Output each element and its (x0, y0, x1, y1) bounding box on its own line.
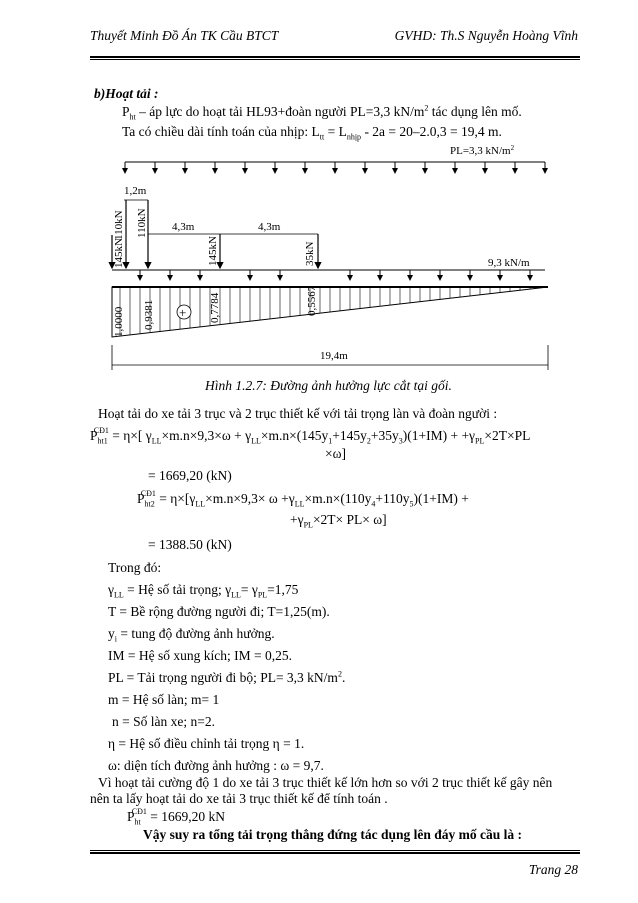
where-label: Trong đó: (108, 560, 162, 575)
equation-1-line2: ×ω] (325, 446, 346, 461)
equation-1: $P_{ht1}^{CĐ1} = \eta\times$[ $\gamma_{LL}\times m.n\times 9,3\times\omega + \gamma_{LL}\times m.n\times(145y_1+145y_2+35y_3)(1+IM) + +\gamma_{PL}\times 2T\times PL$ (90, 425, 531, 446)
result-2: = 1388.50 (kN) (148, 537, 232, 552)
result-1: = 1669,20 (kN) (148, 468, 232, 483)
axle-label-110-2: 110kN (136, 208, 148, 238)
def-im: IM = Hệ số xung kích; IM = 0,25. (108, 648, 292, 663)
ordinate-2: 0,9381 (143, 299, 155, 330)
lane-load-label: 9,3 kN/m (488, 257, 530, 269)
axle-label-110-1: 110kN (113, 210, 125, 240)
page-number: Trang 28 (528, 862, 578, 877)
pl-load-arrows (125, 162, 545, 173)
dim-4-3m-2-label: 4,3m (258, 221, 281, 233)
equation-2-line2: $+\gamma_{PL}\times 2T\times PL\times \omega$] (290, 512, 387, 530)
def-gamma: $\gamma_{LL}$ = Hệ số tải trọng; $\gamma_{LL}= \gamma_{PL}=1,75$ (108, 582, 299, 600)
ordinate-4: 0,5567 (306, 285, 318, 316)
conclusion-line-2: nên ta lấy hoạt tải do xe tải 3 trục thiết kế để tính toán . (90, 791, 388, 806)
final-value: $P_{ht}^{CĐ1} = 1669,20$ kN (127, 806, 225, 827)
lane-load-arrows (140, 270, 530, 280)
header-right: GVHD: Th.S Nguyễn Hoàng Vĩnh (394, 28, 578, 43)
def-n: n = Số làn xe; n=2. (112, 714, 215, 729)
axle-label-35: 35kN (304, 241, 316, 266)
def-y: $y_i$ = tung độ đường ảnh hưởng. (108, 626, 275, 644)
def-pl: PL = Tải trọng người đi bộ; PL= 3,3 $kN/m^2$. (108, 669, 346, 685)
final-statement: Vậy suy ra tổng tải trọng thẳng đứng tác dụng lên đáy mố cầu là : (143, 827, 523, 842)
paragraph-pht: $P_{ht}$ – áp lực do hoạt tải HL93+đoàn người PL=3,3 $kN/m^2$ tác dụng lên mố. (122, 103, 522, 122)
header-left: Thuyết Minh Đồ Án TK Cầu BTCT (90, 28, 279, 43)
header-rule (90, 56, 580, 58)
positive-sign: + (179, 305, 187, 320)
ordinate-1: 1,0000 (113, 306, 125, 337)
def-t: T = Bề rộng đường người đi; T=1,25(m). (108, 604, 330, 619)
intro-text: Hoạt tải do xe tải 3 trục và 2 trục thiết kế với tải trọng làn và đoàn người : (98, 406, 498, 421)
footer-rule (90, 852, 580, 854)
dim-4-3m-1-label: 4,3m (172, 221, 195, 233)
conclusion-line-1: Vì hoạt tải cường độ 1 do xe tải 3 trục thiết kế lớn hơn so với 2 trục thiết kế gây nên (98, 775, 553, 790)
figure-caption: Hình 1.2.7: Đường ảnh hưởng lực cắt tại gối. (205, 378, 452, 393)
def-eta: η = Hệ số điều chỉnh tải trọng η = 1. (108, 736, 305, 751)
ordinate-3: 0,7784 (209, 292, 221, 323)
span-label: 19,4m (320, 350, 348, 362)
equation-2: $P_{ht2}^{CĐ1} = \eta\times[\gamma_{LL}\times m.n\times 9,3\times \omega +\gamma_{LL}\times m.n\times(110y_4+110y_5)(1+IM)$ + (137, 488, 469, 509)
footer-rule-thin (90, 850, 580, 851)
paragraph-span-length: Ta có chiều dài tính toán của nhịp: $L_{tt} = L_{nhịp} - 2a = 20-2.0,3 = 19,4$ m. (122, 124, 502, 142)
axle-label-145-mid: 145kN (207, 236, 219, 266)
def-omega: ω: diện tích đường ảnh hưởng : ω = 9,7. (108, 758, 324, 773)
dim-1-2m: 1,2m (124, 185, 147, 197)
axle-label-145-left: 145kN (113, 238, 125, 268)
def-m: m = Hệ số làn; m= 1 (108, 692, 220, 707)
header-rule-thin (90, 59, 580, 60)
pl-label: PL=3,3 $kN/m^2$ (450, 144, 515, 157)
section-heading: b)Hoạt tải : (94, 86, 159, 101)
influence-line-diagram (100, 140, 560, 375)
